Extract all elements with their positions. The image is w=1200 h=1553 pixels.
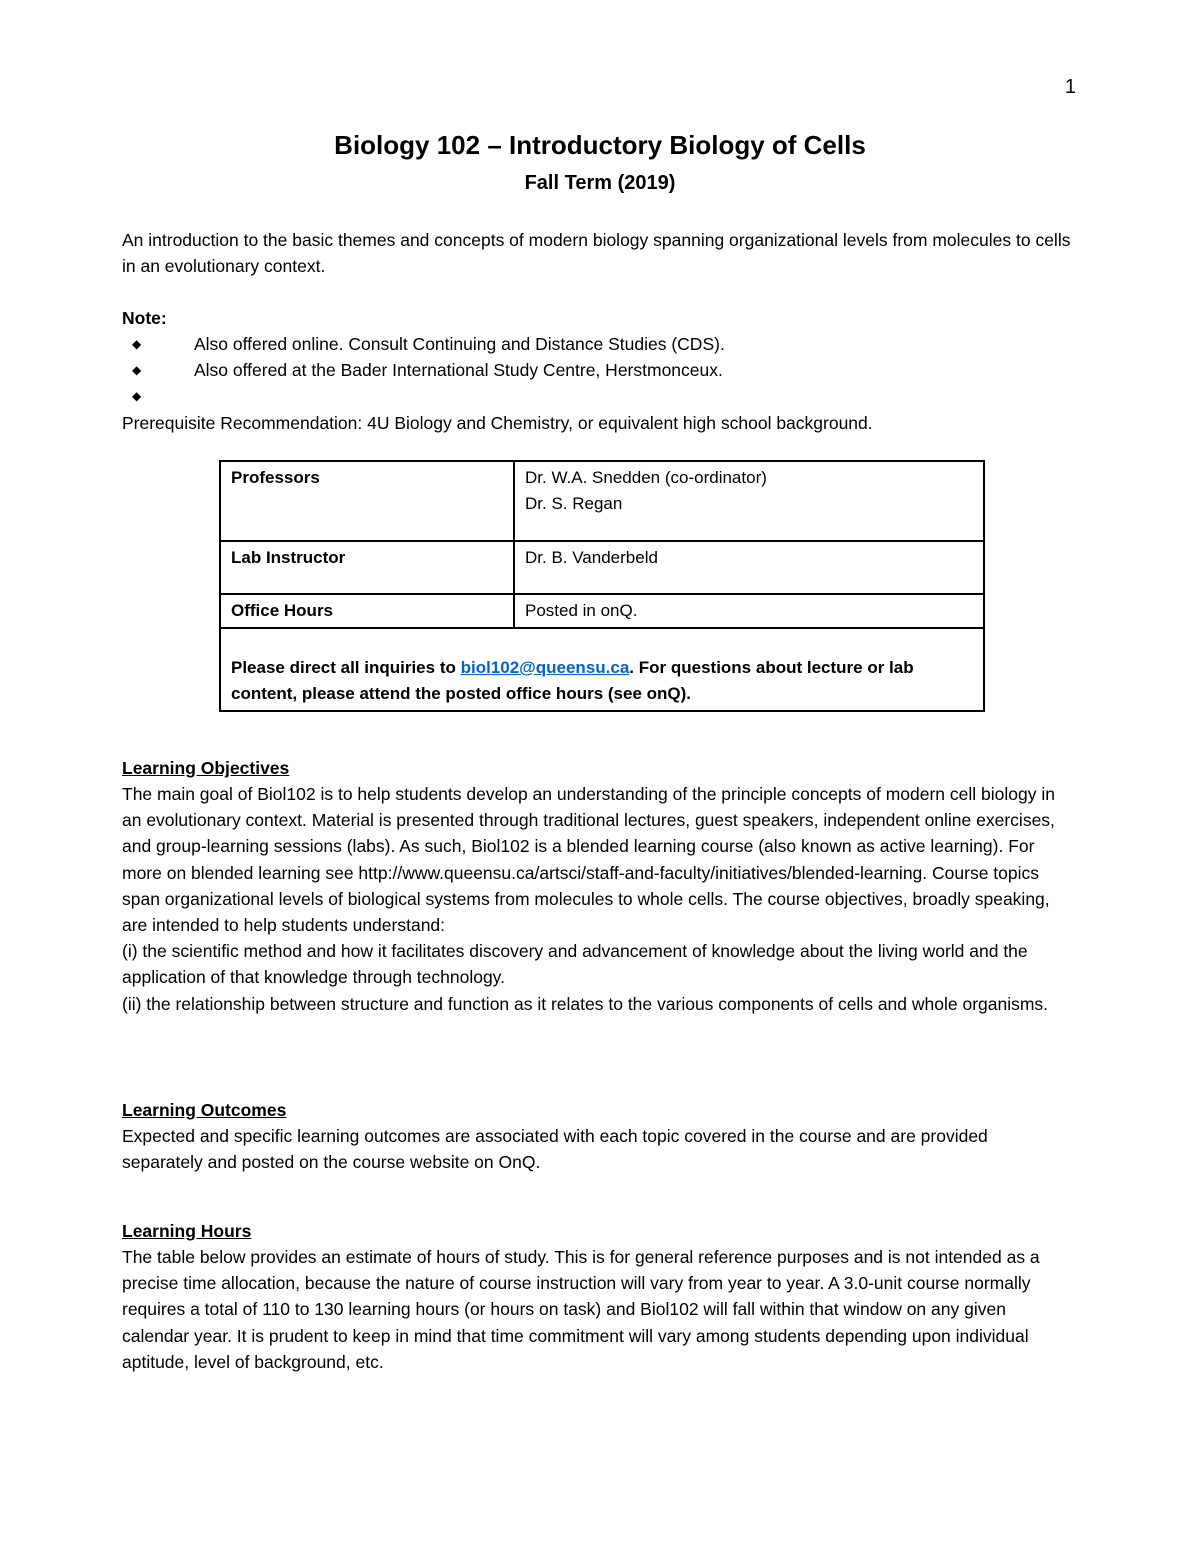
table-row: [220, 541, 984, 594]
office-hours-label: Office Hours: [220, 594, 514, 628]
bullet-icon: ◆: [132, 389, 142, 403]
professors-label: Professors: [220, 461, 514, 541]
office-hours-value: Posted in onQ.: [514, 594, 984, 628]
professors-value: [514, 461, 984, 541]
bullet-icon: ◆: [132, 363, 142, 377]
course-info-table: [219, 460, 985, 712]
professor-name: Dr. S. Regan: [525, 494, 623, 513]
contact-info: Please direct all inquiries to biol102@queensu.ca. For questions about lecture or lab content, please attend the posted office hours (see onQ).: [220, 628, 984, 711]
note-label: Note:: [122, 308, 167, 328]
note-list: [122, 331, 1022, 409]
note-item: ◆ Also offered online. Consult Continuing and Distance Studies (CDS).: [122, 331, 1022, 357]
document-title: Biology 102 – Introductory Biology of Cells: [334, 130, 866, 160]
table-row: [220, 461, 984, 541]
learning-hours-heading: Learning Hours: [122, 1221, 252, 1241]
note-item: [122, 383, 1022, 409]
page-number: 1: [1064, 76, 1076, 98]
lab-instructor-label: Lab Instructor: [220, 541, 514, 594]
email-link[interactable]: biol102@queensu.ca: [460, 658, 630, 677]
learning-hours-body: The table below provides an estimate of hours of study. This is for general reference purposes and is not intended as a precise time allocation, because the nature of course instruction will vary from year to year. A 3.0-unit course normally requires a total of 110 to 130 learning hours (or hours on task) and Biol102 will fall within that window on any given calendar year. It is prudent to keep in mind that time commitment will vary among students depending upon individual aptitude, level of background, etc.: [122, 1247, 1040, 1372]
learning-outcomes-body: Expected and specific learning outcomes are associated with each topic covered in the course and are provided separately and posted on the course website on OnQ.: [122, 1126, 988, 1173]
lab-instructor-value: Dr. B. Vanderbeld: [514, 541, 984, 594]
table-row: [220, 628, 984, 711]
document-subtitle: Fall Term (2019): [524, 172, 676, 194]
course-description: An introduction to the basic themes and concepts of modern biology spanning organizational levels from molecules to cells in an evolutionary context.: [122, 230, 1071, 276]
bullet-icon: ◆: [132, 337, 142, 351]
note-item: ◆ Also offered at the Bader International Study Centre, Herstmonceux.: [122, 357, 1022, 383]
learning-objectives-heading: Learning Objectives: [122, 758, 290, 778]
table-row: [220, 594, 984, 628]
learning-objectives-body: The main goal of Biol102 is to help students develop an understanding of the principle concepts of modern cell biology in an evolutionary context. Material is presented through traditional lectures, guest speakers, independent online exercises, and group-learning sessions (labs). As such, Biol102 is a blended learning course (also known as active learning). For more on blended learning see http://www.queensu.ca/artsci/staff-and-faculty/initiatives/blended-learning. Course topics span organizational levels of biological systems from molecules to whole cells. The course objectives, broadly speaking, are intended to help students understand: (i) the scientific method and how it facilitates discovery and advancement of knowledge about the living world and the application of that knowledge through technology. (ii) the relationship between structure and function as it relates to the various components of cells and whole organisms.: [122, 784, 1055, 1014]
prerequisite-text: Prerequisite Recommendation: 4U Biology and Chemistry, or equivalent high school background.: [122, 413, 873, 433]
learning-outcomes-heading: Learning Outcomes: [122, 1100, 287, 1120]
professor-name: Dr. W.A. Snedden (co-ordinator): [525, 468, 767, 487]
